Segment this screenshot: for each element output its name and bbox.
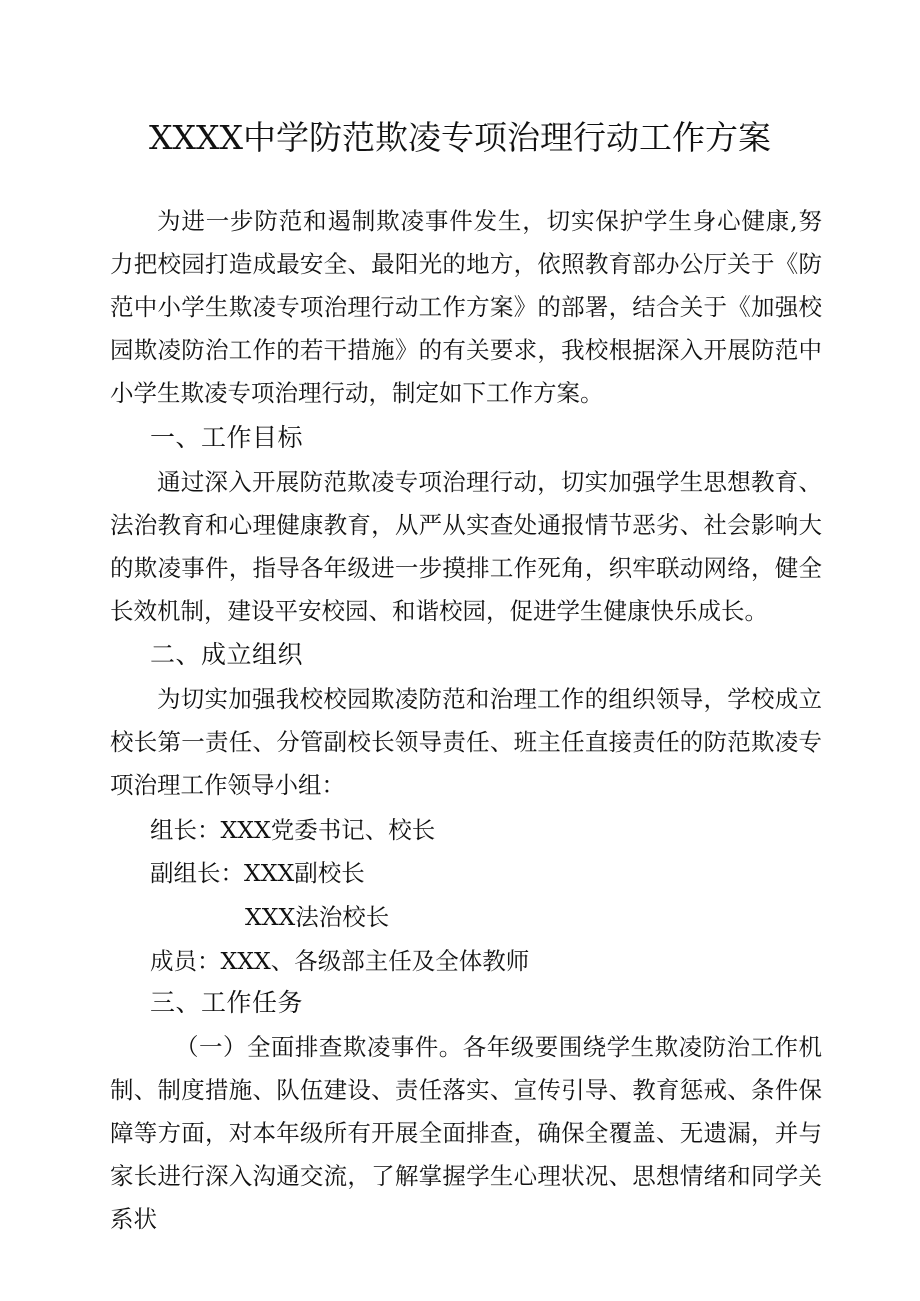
goals-paragraph: 通过深入开展防范欺凌专项治理行动，切实加强学生思想教育、法治教育和心理健康教育，从严从实查处通报情节恶劣、社会影响大的欺凌事件，指导各年级进一步摸排工作死角，织牢联动网络，健全长效机制，建设平安校园、和谐校园，促进学生健康快乐成长。	[110, 468, 822, 625]
document-title: XXXX中学防范欺凌专项治理行动工作方案	[149, 118, 771, 157]
organization-paragraph: 为切实加强我校校园欺凌防范和治理工作的组织领导，学校成立校长第一责任、分管副校长领导责任、班主任直接责任的防范欺凌专项治理工作领导小组：	[110, 685, 822, 799]
intro-paragraph: 为进一步防范和遏制欺凌事件发生，切实保护学生身心健康,努力把校园打造成最安全、最阳光的地方，依照教育部办公厅关于《防范中小学生欺凌专项治理行动工作方案》的部署，结合关于《加强校园欺凌防治工作的若干措施》的有关要求，我校根据深入开展防范中小学生欺凌专项治理行动，制定如下工作方案。	[110, 207, 822, 407]
section-heading-tasks: 三、工作任务	[150, 988, 304, 1017]
section-heading-organization: 二、成立组织	[150, 640, 304, 669]
deputy-leader-line: 副组长：XXX副校长	[150, 859, 365, 887]
deputy-leader-line-2: XXX法治校长	[245, 903, 390, 931]
members-line: 成员：XXX、各级部主任及全体教师	[150, 947, 530, 975]
leader-line: 组长：XXX党委书记、校长	[150, 816, 436, 844]
task-item-1-paragraph: （一）全面排查欺凌事件。各年级要围绕学生欺凌防治工作机制、制度措施、队伍建设、责任落实、宣传引导、教育惩戒、条件保障等方面，对本年级所有开展全面排查，确保全覆盖、无遗漏，并与家长进行深入沟通交流，了解掌握学生心理状况、思想情绪和同学关系状	[110, 1033, 822, 1233]
section-heading-goals: 一、工作目标	[150, 423, 304, 452]
